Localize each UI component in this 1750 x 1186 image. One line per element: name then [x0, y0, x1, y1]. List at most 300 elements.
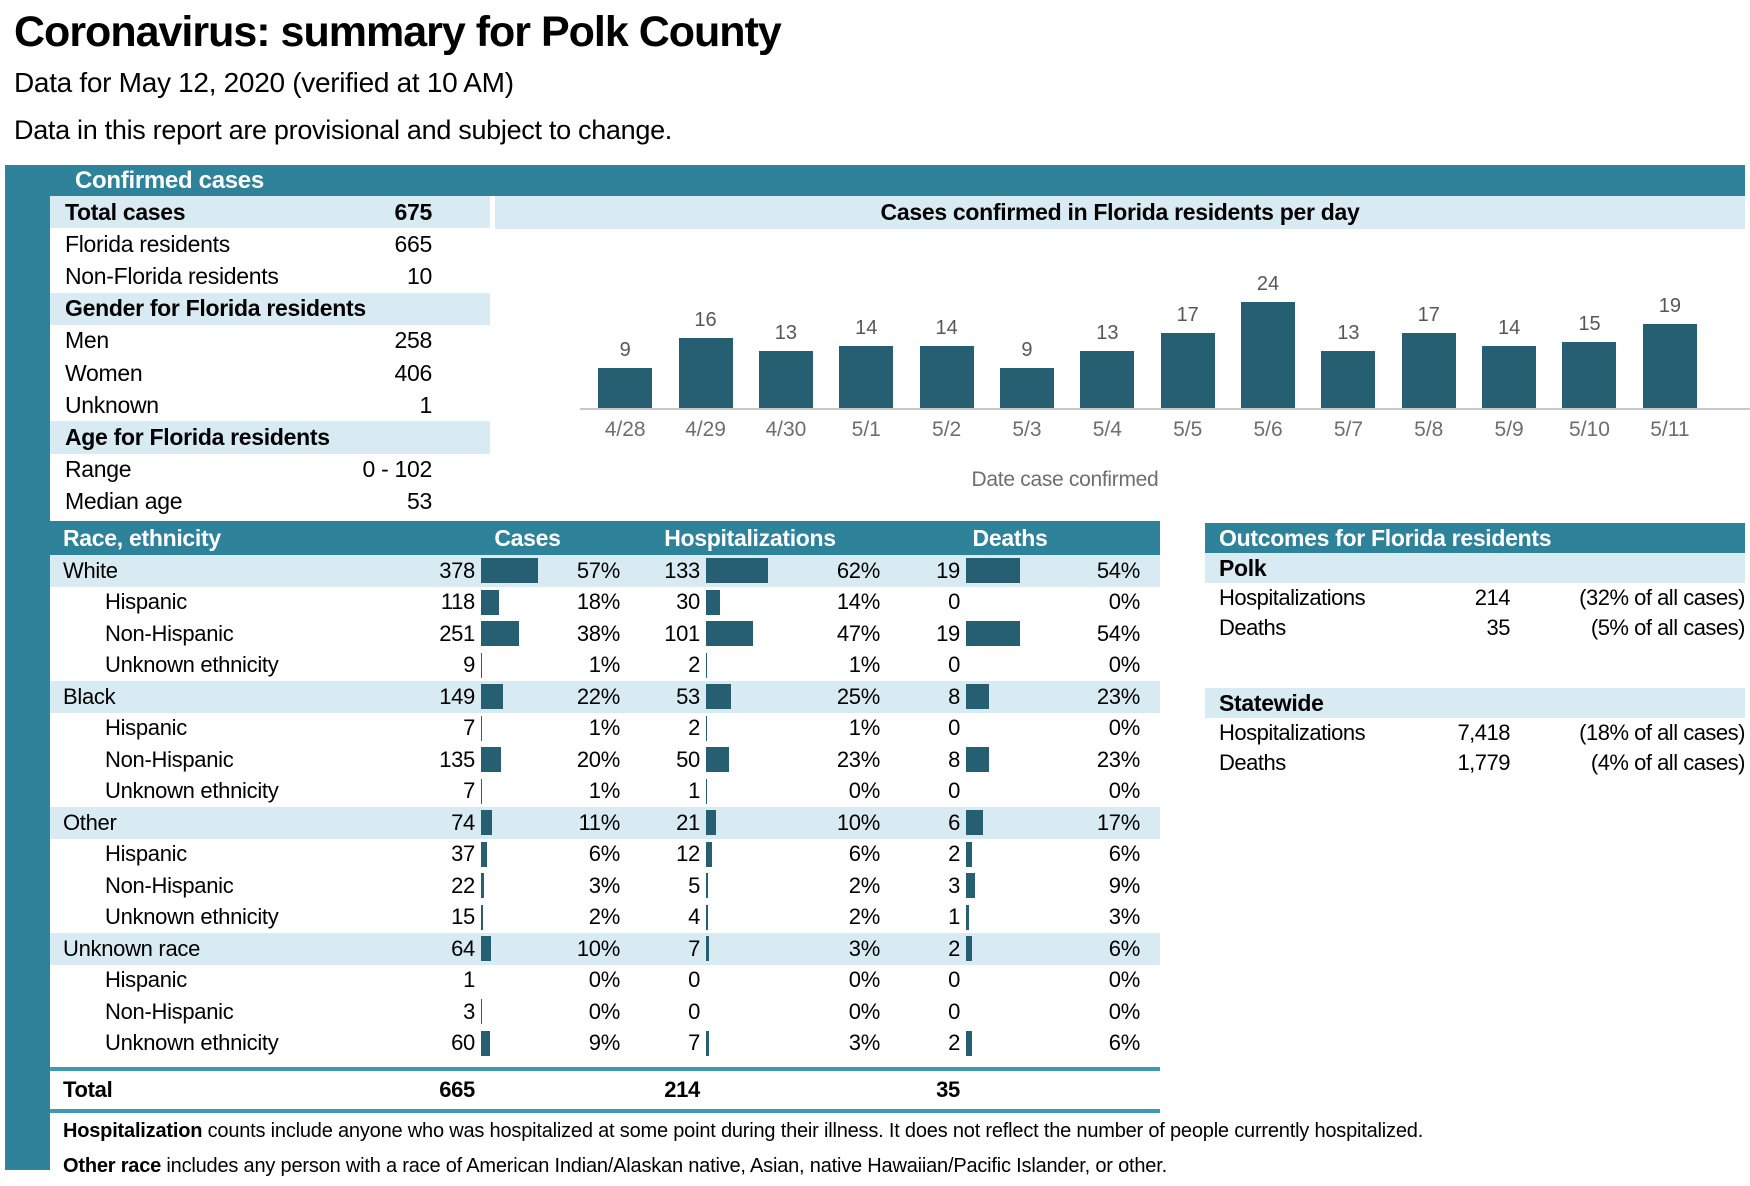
confirmed-row-value: 675 [394, 198, 432, 225]
deaths-percent: 23% [1096, 683, 1140, 709]
cases-bar-cell [475, 842, 545, 867]
cases-bar-cell [475, 779, 545, 804]
cases-bar-cell [475, 558, 545, 583]
outcomes-row [1205, 613, 1745, 643]
chart-bar-column [1469, 317, 1549, 408]
chart-bar-column [1148, 304, 1228, 408]
hospitalizations-count: 101 [664, 620, 700, 646]
race-row-label: Non-Hispanic [105, 746, 234, 772]
deaths-count: 0 [948, 715, 960, 741]
deaths-bar [966, 747, 989, 772]
bar [1643, 324, 1697, 408]
left-accent-strip [5, 165, 50, 1170]
deaths-bar-cell [960, 558, 1030, 583]
deaths-count: 3 [948, 872, 960, 898]
cases-bar [481, 653, 482, 678]
bar [598, 368, 652, 408]
confirmed-row [50, 293, 490, 325]
hospitalizations-count: 53 [676, 683, 700, 709]
race-row-label: Unknown ethnicity [105, 652, 279, 678]
bar-value-label: 14 [855, 317, 878, 340]
outcomes-section-gap [1205, 643, 1745, 688]
hospitalizations-bar [706, 621, 753, 646]
bar-value-label: 13 [1337, 321, 1360, 344]
confirmed-cases-panel [50, 196, 490, 518]
deaths-column-header: Deaths [972, 524, 1048, 551]
deaths-count: 0 [948, 778, 960, 804]
deaths-percent: 23% [1096, 746, 1140, 772]
race-row-label: Hispanic [105, 715, 187, 741]
deaths-count: 8 [948, 746, 960, 772]
hospitalizations-percent: 6% [848, 841, 880, 867]
cases-bar [481, 684, 503, 709]
race-row-label: Non-Hispanic [105, 620, 234, 646]
race-row-label: Unknown ethnicity [105, 904, 279, 930]
race-table-row [50, 933, 1160, 965]
cases-bar-cell [475, 1031, 545, 1056]
hospitalizations-count: 4 [688, 904, 700, 930]
hospitalizations-count: 2 [688, 652, 700, 678]
footnotes [63, 1114, 1663, 1184]
deaths-count: 19 [936, 557, 960, 583]
race-table-body [50, 555, 1160, 1059]
confirmed-row-value: 665 [394, 230, 432, 257]
race-table-row [50, 902, 1160, 934]
hospitalizations-count: 50 [676, 746, 700, 772]
hospitalizations-bar-cell [700, 684, 770, 709]
cases-count: 149 [439, 683, 475, 709]
hospitalizations-percent: 1% [848, 652, 880, 678]
cases-count: 64 [451, 935, 475, 961]
cases-percent: 9% [588, 1030, 620, 1056]
outcomes-panel [1205, 523, 1745, 778]
hospitalizations-bar [706, 558, 768, 583]
hospitalizations-count: 12 [676, 841, 700, 867]
confirmed-row [50, 421, 490, 453]
deaths-percent: 0% [1108, 715, 1140, 741]
deaths-bar-cell [960, 747, 1030, 772]
date-tick-label: 5/10 [1569, 418, 1610, 441]
bar-value-label: 16 [694, 308, 717, 331]
chart-bar-column [665, 309, 745, 408]
deaths-bar [966, 1031, 972, 1056]
deaths-percent: 6% [1108, 1030, 1140, 1056]
hospitalizations-bar-cell [700, 716, 770, 741]
hospitalizations-bar [706, 747, 729, 772]
hospitalizations-bar-cell [700, 873, 770, 898]
hospitalizations-count: 7 [688, 1030, 700, 1056]
deaths-percent: 6% [1108, 935, 1140, 961]
cases-count: 22 [451, 872, 475, 898]
hospitalizations-percent: 62% [836, 557, 880, 583]
chart-bar-column [746, 322, 826, 408]
confirmed-row-value: 10 [407, 262, 432, 289]
cases-percent: 0% [588, 998, 620, 1024]
confirmed-row-value: 53 [407, 488, 432, 515]
hospitalizations-bar [706, 590, 720, 615]
bar [1321, 351, 1375, 408]
chart-bar-column [1067, 322, 1147, 408]
hospitalizations-count: 30 [676, 589, 700, 615]
race-table-header-row [50, 521, 1160, 555]
confirmed-row-value: 0 - 102 [362, 456, 432, 483]
hospitalizations-count: 1 [688, 778, 700, 804]
footnote: Other race includes any person with a race of American Indian/Alaskan native, Asian, native Hawaiian/Pacific Islander, or other. [63, 1155, 1167, 1177]
chart-bars [585, 229, 1710, 408]
cases-bar [481, 810, 492, 835]
chart-title: Cases confirmed in Florida residents per day [495, 196, 1745, 229]
hospitalizations-percent: 10% [836, 809, 880, 835]
chart-bar-column [1549, 313, 1629, 408]
cases-bar [481, 936, 491, 961]
race-row-label: Black [63, 683, 116, 709]
bar [1241, 302, 1295, 408]
cases-percent: 18% [576, 589, 620, 615]
hospitalizations-bar [706, 716, 707, 741]
cases-bar [481, 779, 482, 804]
date-tick-label: 5/4 [1092, 418, 1122, 441]
race-table-row [50, 587, 1160, 619]
confirmed-row-value: 1 [419, 391, 432, 418]
race-row-label: Unknown ethnicity [105, 1030, 279, 1056]
race-table-total-row [50, 1067, 1160, 1113]
deaths-percent: 54% [1096, 620, 1140, 646]
bar-value-label: 13 [774, 321, 798, 344]
cases-bar [481, 590, 499, 615]
confirmed-row-value: 258 [394, 327, 432, 354]
cases-bar-cell [475, 873, 545, 898]
race-table-row [50, 965, 1160, 997]
hospitalizations-bar-cell [700, 558, 770, 583]
cases-count: 3 [463, 998, 475, 1024]
cases-count: 378 [439, 557, 475, 583]
chart-bar-column [1308, 322, 1388, 408]
hospitalizations-percent: 2% [848, 872, 880, 898]
cases-percent: 11% [578, 809, 620, 835]
cases-count: 7 [463, 778, 475, 804]
confirmed-row-label: Florida residents [65, 230, 230, 257]
chart-bar-column [906, 317, 986, 408]
deaths-bar [966, 873, 975, 898]
bar-value-label: 9 [619, 339, 631, 362]
race-row-label: Hispanic [105, 967, 187, 993]
hospitalizations-count: 5 [688, 872, 700, 898]
cases-bar [481, 905, 483, 930]
hospitalizations-bar-cell [700, 590, 770, 615]
bar [1080, 351, 1134, 408]
provisional-note: Data in this report are provisional and subject to change. [14, 115, 672, 145]
cases-bar-cell [475, 905, 545, 930]
deaths-bar [966, 905, 969, 930]
race-table-row [50, 713, 1160, 745]
cases-bar [481, 999, 482, 1024]
race-table-row [50, 776, 1160, 808]
date-tick-label: 5/2 [932, 418, 962, 441]
deaths-percent: 9% [1108, 872, 1140, 898]
deaths-bar [966, 684, 989, 709]
confirmed-row-value: 406 [394, 359, 432, 386]
cases-column-header: Cases [494, 524, 561, 551]
hospitalizations-percent: 23% [836, 746, 880, 772]
outcomes-row-label: Deaths [1219, 615, 1286, 640]
deaths-count: 19 [936, 620, 960, 646]
deaths-bar [966, 621, 1020, 646]
chart-date-labels [585, 418, 1710, 442]
date-tick-label: 5/6 [1253, 418, 1283, 441]
cases-count: 1 [463, 967, 475, 993]
confirmed-row [50, 357, 490, 389]
race-table-row [50, 744, 1160, 776]
hospitalizations-bar [706, 653, 707, 678]
hospitalizations-column-header: Hospitalizations [664, 524, 836, 551]
deaths-bar-cell [960, 810, 1030, 835]
hospitalizations-bar [706, 1031, 709, 1056]
race-table-row [50, 650, 1160, 682]
deaths-bar-cell [960, 621, 1030, 646]
confirmed-row [50, 260, 490, 292]
date-tick-label: 4/29 [685, 418, 726, 441]
bar-value-label: 15 [1578, 313, 1601, 335]
cases-percent: 20% [576, 746, 620, 772]
footnote-lead: Other race [63, 1155, 162, 1177]
race-row-label: Other [63, 809, 117, 835]
footnote: Hospitalization counts include anyone who was hospitalized at some point during their illness. It does not reflect the number of people currently hospitalized. [63, 1120, 1424, 1142]
chart-bar-column [987, 339, 1067, 408]
bar-value-label: 14 [935, 317, 958, 340]
cases-count: 135 [439, 746, 475, 772]
confirmed-row-label: Age for Florida residents [65, 423, 330, 450]
deaths-bar-cell [960, 873, 1030, 898]
deaths-count: 0 [948, 652, 960, 678]
hospitalizations-count: 0 [688, 967, 700, 993]
cases-bar [481, 747, 501, 772]
hospitalizations-count: 133 [664, 557, 700, 583]
hospitalizations-percent: 3% [848, 935, 880, 961]
cases-count: 118 [440, 589, 475, 615]
bar-value-label: 17 [1176, 304, 1199, 327]
cases-count: 251 [439, 620, 475, 646]
chart-x-axis [580, 408, 1750, 410]
deaths-count: 2 [948, 841, 960, 867]
hospitalizations-bar [706, 873, 708, 898]
deaths-count: 2 [948, 935, 960, 961]
deaths-percent: 3% [1108, 904, 1140, 930]
outcomes-row-label: Deaths [1219, 750, 1286, 775]
deaths-bar-cell [960, 842, 1030, 867]
hospitalizations-bar [706, 936, 709, 961]
bar-value-label: 13 [1096, 321, 1119, 344]
deaths-count: 1 [948, 904, 960, 930]
page-subtitle: Data for May 12, 2020 (verified at 10 AM) [14, 67, 514, 98]
chart-bar-column [826, 317, 906, 408]
hospitalizations-bar-cell [700, 842, 770, 867]
bar-value-label: 9 [1021, 339, 1033, 362]
deaths-percent: 6% [1108, 841, 1140, 867]
race-row-label: Unknown race [63, 935, 201, 961]
footnote-lead: Hospitalization [63, 1120, 203, 1142]
outcomes-row [1205, 718, 1745, 748]
deaths-bar-cell [960, 936, 1030, 961]
bar [1562, 342, 1616, 408]
chart-bar-column [1389, 304, 1469, 408]
outcomes-row-label: Hospitalizations [1219, 720, 1366, 745]
cases-percent: 2% [588, 904, 620, 930]
cases-bar-cell [475, 653, 545, 678]
outcomes-row-note: (18% of all cases) [1579, 720, 1745, 745]
confirmed-row-label: Median age [65, 488, 183, 515]
deaths-percent: 54% [1096, 557, 1140, 583]
race-table-row [50, 996, 1160, 1028]
outcomes-row-value: 7,418 [1457, 720, 1510, 745]
confirmed-cases-header: Confirmed cases [75, 167, 264, 194]
confirmed-row [50, 325, 490, 357]
deaths-bar [966, 936, 972, 961]
deaths-bar [966, 558, 1020, 583]
bar [920, 346, 974, 408]
date-tick-label: 5/7 [1333, 418, 1364, 441]
bar [1402, 333, 1456, 408]
hospitalizations-count: 7 [688, 935, 700, 961]
outcomes-body [1205, 553, 1745, 778]
confirmed-row [50, 389, 490, 421]
date-tick-label: 4/30 [765, 418, 807, 441]
confirmed-row-label: Gender for Florida residents [65, 295, 366, 322]
cases-bar-cell [475, 590, 545, 615]
hospitalizations-bar [706, 684, 731, 709]
date-tick-label: 5/1 [851, 418, 881, 441]
race-header-label: Race, ethnicity [63, 524, 221, 551]
deaths-bar-cell [960, 684, 1030, 709]
cases-bar-cell [475, 684, 545, 709]
confirmed-row [50, 486, 490, 518]
deaths-percent: 0% [1108, 778, 1140, 804]
bar [679, 338, 733, 408]
race-table-row [50, 1028, 1160, 1060]
cases-bar [481, 1031, 490, 1056]
cases-count: 15 [451, 904, 475, 930]
outcomes-row-note: (4% of all cases) [1590, 750, 1745, 775]
deaths-count: 2 [948, 1030, 960, 1056]
deaths-bar-cell [960, 905, 1030, 930]
confirmed-row-label: Non-Florida residents [65, 262, 279, 289]
hospitalizations-bar-cell [700, 1031, 770, 1056]
cases-bar [481, 621, 519, 646]
cases-percent: 38% [576, 620, 620, 646]
cases-bar-cell [475, 810, 545, 835]
cases-bar-cell [475, 999, 545, 1024]
cases-count: 74 [451, 809, 475, 835]
cases-count: 7 [463, 715, 475, 741]
bar [839, 346, 893, 408]
cases-count: 37 [451, 841, 475, 867]
date-tick-label: 5/11 [1650, 418, 1690, 441]
hospitalizations-bar-cell [700, 905, 770, 930]
outcomes-row [1205, 583, 1745, 613]
chart-bar-column [1228, 273, 1308, 408]
hospitalizations-percent: 0% [848, 967, 880, 993]
cases-percent: 10% [576, 935, 620, 961]
deaths-count: 8 [948, 683, 960, 709]
deaths-percent: 0% [1108, 998, 1140, 1024]
outcomes-section-title: Statewide [1205, 688, 1745, 718]
date-tick-label: 5/9 [1494, 418, 1524, 441]
confirmed-row-label: Range [65, 456, 132, 483]
bar-value-label: 17 [1417, 304, 1440, 327]
race-row-label: Unknown ethnicity [105, 778, 279, 804]
hospitalizations-percent: 1% [848, 715, 880, 741]
page-title: Coronavirus: summary for Polk County [14, 8, 781, 56]
date-tick-label: 5/8 [1414, 418, 1444, 441]
confirmed-row-label: Total cases [65, 198, 186, 225]
cases-bar [481, 716, 482, 741]
daily-cases-chart [495, 196, 1745, 496]
date-tick-label: 4/28 [604, 418, 646, 441]
confirmed-row-label: Women [65, 359, 143, 386]
race-row-label: Hispanic [105, 841, 187, 867]
hospitalizations-percent: 0% [848, 998, 880, 1024]
outcomes-row-note: (32% of all cases) [1579, 585, 1745, 610]
hospitalizations-bar [706, 779, 707, 804]
cases-percent: 1% [588, 715, 620, 741]
race-ethnicity-table [50, 521, 1160, 1113]
bar-value-label: 19 [1658, 295, 1681, 318]
deaths-bar [966, 810, 983, 835]
cases-percent: 6% [588, 841, 620, 867]
hospitalizations-count: 2 [688, 715, 700, 741]
deaths-count: 0 [948, 998, 960, 1024]
race-row-label: Hispanic [105, 589, 187, 615]
cases-percent: 1% [588, 652, 620, 678]
hospitalizations-bar-cell [700, 779, 770, 804]
cases-count: 9 [463, 652, 475, 678]
hospitalizations-count: 0 [688, 998, 700, 1024]
hospitalizations-bar [706, 842, 712, 867]
hospitalizations-percent: 47% [836, 620, 880, 646]
bar [759, 351, 813, 408]
race-row-label: White [63, 557, 118, 583]
hospitalizations-bar [706, 905, 708, 930]
confirmed-row [50, 196, 490, 228]
cases-bar [481, 558, 538, 583]
hospitalizations-percent: 3% [848, 1030, 880, 1056]
bar [1000, 368, 1054, 408]
chart-x-axis-label: Date case confirmed [971, 468, 1159, 491]
cases-percent: 57% [576, 557, 620, 583]
confirmed-row-label: Unknown [65, 391, 159, 418]
bar [1482, 346, 1536, 408]
hospitalizations-bar-cell [700, 653, 770, 678]
outcomes-row [1205, 748, 1745, 778]
date-tick-label: 5/5 [1173, 418, 1203, 441]
outcomes-section-title: Polk [1205, 553, 1745, 583]
deaths-count: 0 [948, 589, 960, 615]
deaths-percent: 17% [1096, 809, 1140, 835]
race-row-label: Non-Hispanic [105, 998, 234, 1024]
hospitalizations-bar-cell [700, 747, 770, 772]
hospitalizations-bar-cell [700, 936, 770, 961]
race-table-row [50, 681, 1160, 713]
report-header [14, 8, 1714, 146]
bar-value-label: 24 [1256, 273, 1280, 296]
outcomes-row-value: 35 [1486, 615, 1510, 640]
deaths-count: 6 [948, 809, 960, 835]
cases-bar-cell [475, 716, 545, 741]
hospitalizations-bar-cell [700, 810, 770, 835]
bar-value-label: 14 [1498, 317, 1521, 340]
outcomes-row-label: Hospitalizations [1219, 585, 1366, 610]
cases-count: 60 [451, 1030, 475, 1056]
cases-bar [481, 842, 487, 867]
